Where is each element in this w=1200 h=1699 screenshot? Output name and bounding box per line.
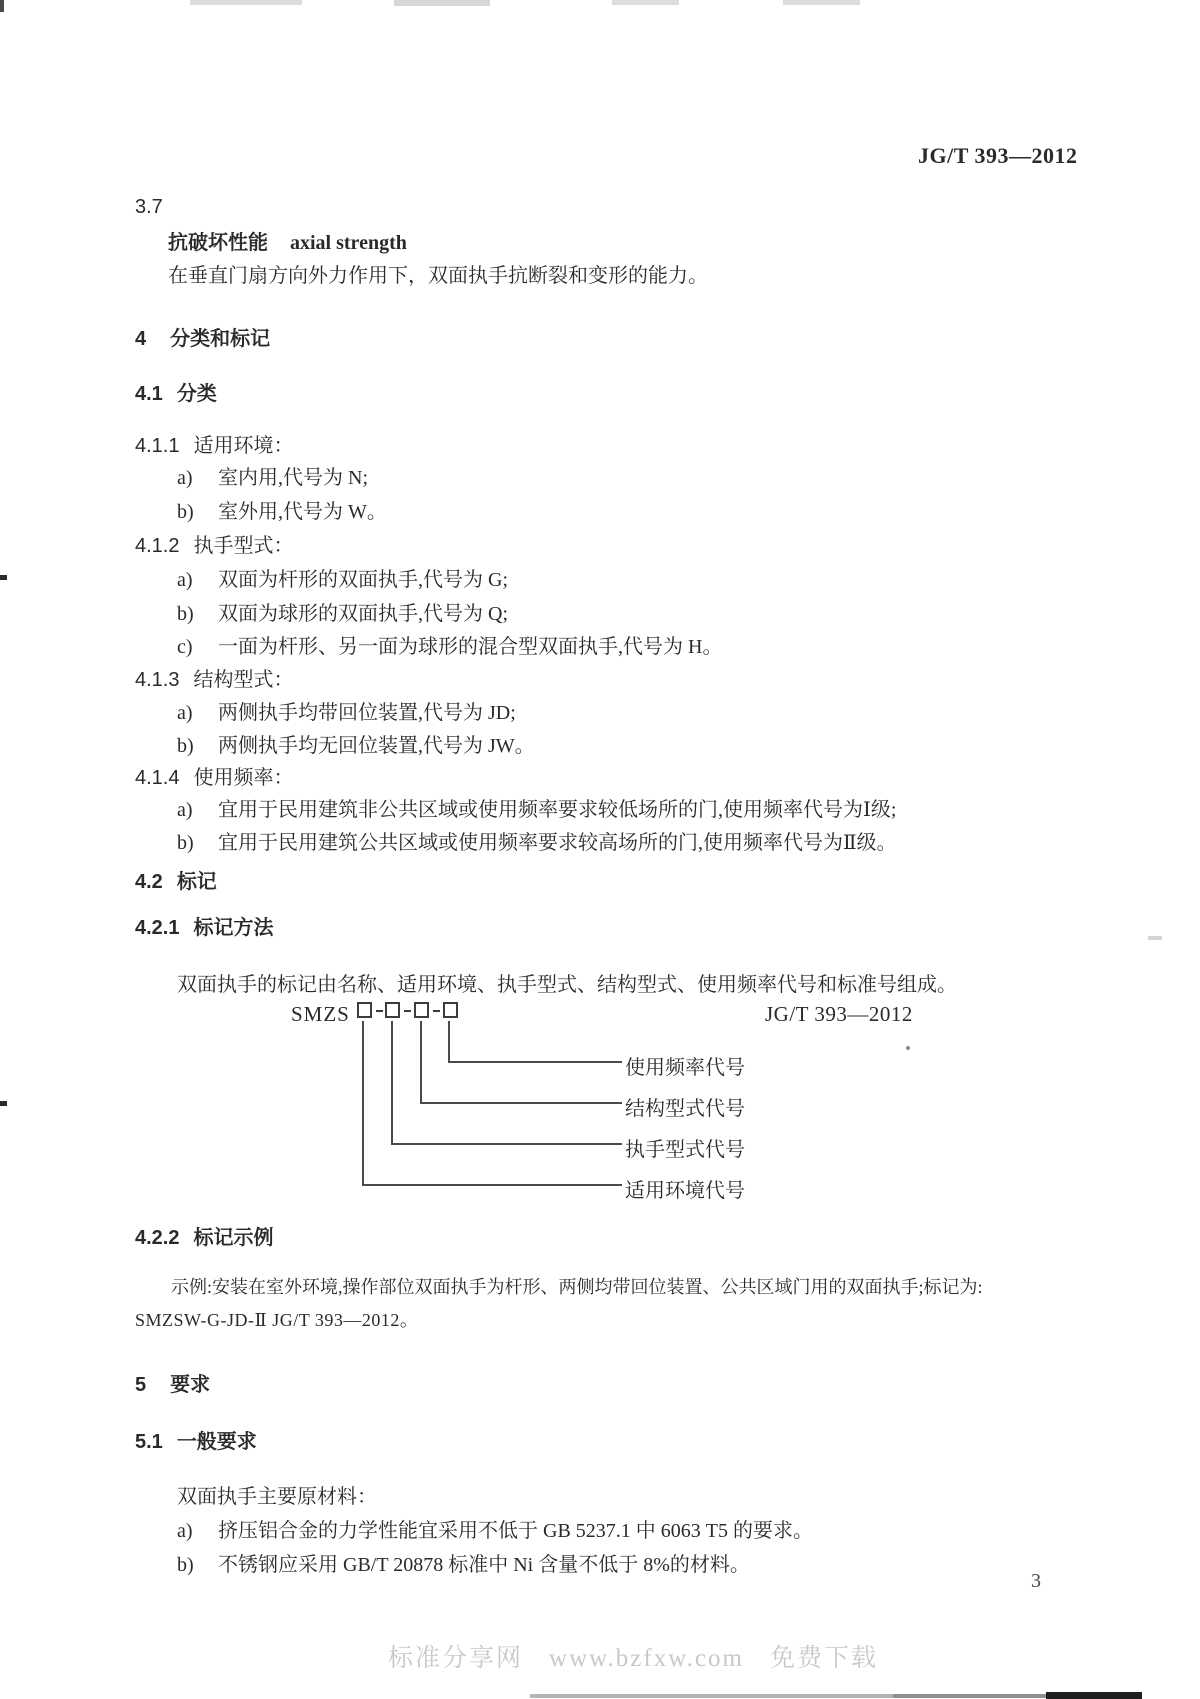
scan-artifact [190, 0, 302, 5]
section-heading-4-1-2: 4.1.2 执手型式： [135, 535, 294, 557]
diagram-label-frequency: 使用频率代号 [625, 1057, 745, 1079]
list-item-label: b) [177, 1554, 194, 1576]
list-item-text: 宜用于民用建筑公共区域或使用频率要求较高场所的门,使用频率代号为Ⅱ级。 [218, 832, 897, 854]
list-item-text: 室外用,代号为 W。 [218, 501, 387, 523]
diagram-connector-line [448, 1021, 450, 1062]
diagram-label-environment: 适用环境代号 [625, 1180, 745, 1202]
marking-dash [404, 1010, 411, 1012]
marking-example-line1: 示例:安装在室外环境,操作部位双面执手为杆形、两侧均带回位装置、公共区域门用的双面执手;标记为: [171, 1277, 983, 1297]
list-item-label: b) [177, 735, 194, 757]
list-item [177, 734, 535, 759]
marking-box-frequency [443, 1002, 458, 1018]
list-item-text: 室内用,代号为 N; [218, 467, 368, 489]
page-number: 3 [1031, 1570, 1041, 1592]
list-item-label: a) [177, 799, 193, 821]
list-item-label: b) [177, 832, 194, 854]
section-heading-5-1: 5.1 一般要求 [135, 1431, 257, 1453]
list-item-text: 两侧执手均带回位装置,代号为 JD; [218, 702, 516, 724]
list-item-label: c) [177, 636, 193, 658]
list-item-text: 两侧执手均无回位装置,代号为 JW。 [218, 735, 535, 757]
marking-box-structure-type [414, 1002, 429, 1018]
term-heading [168, 231, 407, 256]
list-item [177, 635, 722, 660]
watermark-download-text: 免费下载 [769, 1645, 878, 1672]
list-item-text: 不锈钢应采用 GB/T 20878 标准中 Ni 含量不低于 8%的材料。 [218, 1554, 750, 1576]
list-item-text: 双面为杆形的双面执手,代号为 G; [218, 569, 508, 591]
scan-artifact [0, 1101, 7, 1106]
list-item-label: a) [177, 1520, 193, 1542]
scan-artifact [612, 0, 679, 5]
scan-artifact [906, 1046, 910, 1050]
materials-intro: 双面执手主要原材料： [177, 1486, 377, 1508]
list-item-label: a) [177, 569, 193, 591]
scan-artifact [394, 0, 490, 6]
marking-prefix: SMZS [291, 1002, 350, 1026]
marking-dash [433, 1010, 440, 1012]
list-item-label: a) [177, 467, 193, 489]
list-item [177, 1519, 813, 1544]
watermark-site-name: 标准分享网 [388, 1645, 524, 1672]
scan-artifact [783, 0, 860, 5]
section-heading-4-2-1: 4.2.1 标记方法 [135, 917, 274, 939]
scan-artifact [530, 1694, 895, 1698]
list-item [177, 1553, 750, 1578]
scan-artifact [1148, 936, 1162, 940]
list-item [177, 701, 516, 726]
list-item [177, 831, 897, 856]
section-heading-4-1-4: 4.1.4 使用频率： [135, 767, 294, 789]
diagram-connector-line [391, 1143, 622, 1145]
page-header-standard-number: JG/T 393—2012 [918, 143, 1078, 168]
list-item [177, 568, 508, 593]
list-item-label: b) [177, 603, 194, 625]
scan-artifact [0, 575, 7, 580]
marking-example-line2: SMZSW-G-JD-Ⅱ JG/T 393—2012。 [135, 1310, 419, 1330]
diagram-label-handle-type: 执手型式代号 [625, 1139, 745, 1161]
section-heading-4-1-1: 4.1.1 适用环境： [135, 435, 294, 457]
diagram-connector-line [391, 1021, 393, 1144]
diagram-label-structure: 结构型式代号 [625, 1098, 745, 1120]
list-item-text: 挤压铝合金的力学性能宜采用不低于 GB 5237.1 中 6063 T5 的要求。 [218, 1520, 813, 1542]
section-heading-5: 5 要求 [135, 1374, 211, 1396]
section-heading-4: 4 分类和标记 [135, 328, 271, 350]
marking-method-intro: 双面执手的标记由名称、适用环境、执手型式、结构型式、使用频率代号和标准号组成。 [177, 974, 957, 996]
list-item-label: a) [177, 702, 193, 724]
marking-box-environment [357, 1002, 372, 1018]
list-item-text: 双面为球形的双面执手,代号为 Q; [218, 603, 508, 625]
list-item [177, 798, 896, 823]
diagram-connector-line [448, 1061, 622, 1063]
term-en: axial strength [290, 232, 407, 254]
list-item [177, 466, 368, 491]
diagram-connector-line [420, 1102, 622, 1104]
marking-box-handle-type [385, 1002, 400, 1018]
watermark [388, 1638, 904, 1674]
marking-dash [376, 1010, 383, 1012]
diagram-connector-line [362, 1021, 364, 1185]
list-item-label: b) [177, 501, 194, 523]
diagram-connector-line [362, 1184, 622, 1186]
section-heading-4-1: 4.1 分类 [135, 383, 217, 405]
section-heading-4-2: 4.2 标记 [135, 871, 217, 893]
scan-artifact [0, 0, 4, 12]
list-item-text: 宜用于民用建筑非公共区域或使用频率要求较低场所的门,使用频率代号为Ⅰ级; [218, 799, 897, 821]
list-item [177, 500, 387, 525]
section-heading-4-1-3: 4.1.3 结构型式： [135, 669, 294, 691]
watermark-url: www.bzfxw.com [549, 1645, 744, 1672]
diagram-connector-line [420, 1021, 422, 1103]
marking-standard-ref: JG/T 393—2012 [765, 1002, 913, 1026]
section-number-3-7: 3.7 [135, 196, 163, 218]
term-zh: 抗破坏性能 [168, 232, 268, 254]
list-item-text: 一面为杆形、另一面为球形的混合型双面执手,代号为 H。 [218, 636, 723, 658]
section-heading-4-2-2: 4.2.2 标记示例 [135, 1227, 274, 1249]
scan-artifact [893, 1694, 1048, 1698]
term-definition: 在垂直门扇方向外力作用下，双面执手抗断裂和变形的能力。 [168, 265, 708, 287]
list-item [177, 602, 508, 627]
scan-artifact [1046, 1692, 1142, 1699]
